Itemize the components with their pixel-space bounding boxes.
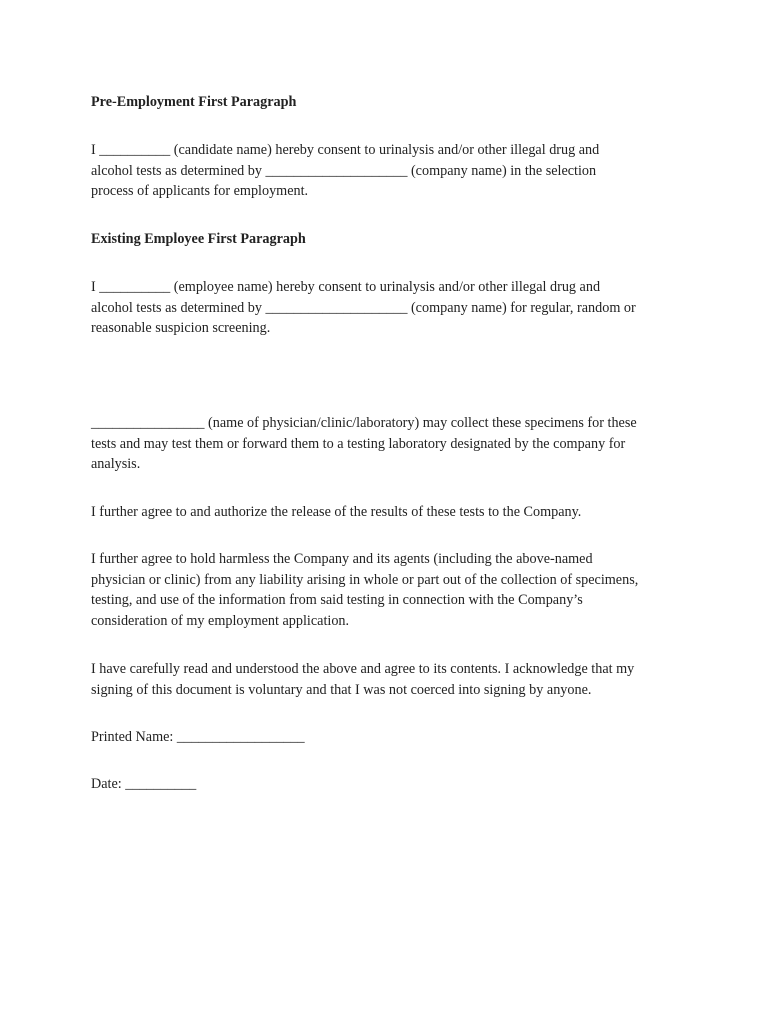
paragraph-line: tests and may test them or forward them to a testing laboratory designated by the company for bbox=[91, 435, 626, 452]
paragraph-line: I __________ (candidate name) hereby consent to urinalysis and/or other illegal drug and bbox=[91, 142, 600, 158]
paragraph-line: process of applicants for employment. bbox=[91, 183, 309, 200]
release-paragraph bbox=[91, 502, 691, 523]
paragraph-line: physician or clinic) from any liability arising in whole or part out of the collection of specimens, bbox=[91, 571, 639, 588]
pre-employment-paragraph bbox=[91, 140, 691, 202]
paragraph-line: alcohol tests as determined by ____________________ (company name) for regular, random or bbox=[91, 299, 636, 316]
paragraph-line: analysis. bbox=[91, 456, 141, 473]
paragraph-line: testing, and use of the information from said testing in connection with the Company’s bbox=[91, 592, 583, 609]
existing-employee-paragraph bbox=[91, 277, 691, 339]
acknowledgement-paragraph bbox=[91, 659, 691, 700]
existing-employee-heading: Existing Employee First Paragraph bbox=[91, 231, 306, 247]
paragraph-line: I further agree to and authorize the release of the results of these tests to the Company. bbox=[91, 504, 582, 520]
printed-name-field: Printed Name: __________________ bbox=[91, 729, 305, 745]
pre-employment-heading: Pre-Employment First Paragraph bbox=[91, 94, 297, 110]
paragraph-line: ________________ (name of physician/clinic/laboratory) may collect these specimens for these bbox=[91, 415, 637, 431]
paragraph-line: I further agree to hold harmless the Company and its agents (including the above-named bbox=[91, 551, 593, 567]
date-field: Date: __________ bbox=[91, 776, 197, 792]
hold-harmless-paragraph bbox=[91, 549, 691, 631]
paragraph-line: alcohol tests as determined by ____________________ (company name) in the selection bbox=[91, 162, 597, 179]
paragraph-line: signing of this document is voluntary and that I was not coerced into signing by anyone. bbox=[91, 681, 592, 698]
paragraph-line: reasonable suspicion screening. bbox=[91, 320, 271, 337]
paragraph-line: consideration of my employment application. bbox=[91, 612, 350, 629]
collection-paragraph bbox=[91, 413, 691, 475]
paragraph-line: I have carefully read and understood the above and agree to its contents. I acknowledge that my bbox=[91, 661, 635, 677]
paragraph-line: I __________ (employee name) hereby consent to urinalysis and/or other illegal drug and bbox=[91, 279, 601, 295]
